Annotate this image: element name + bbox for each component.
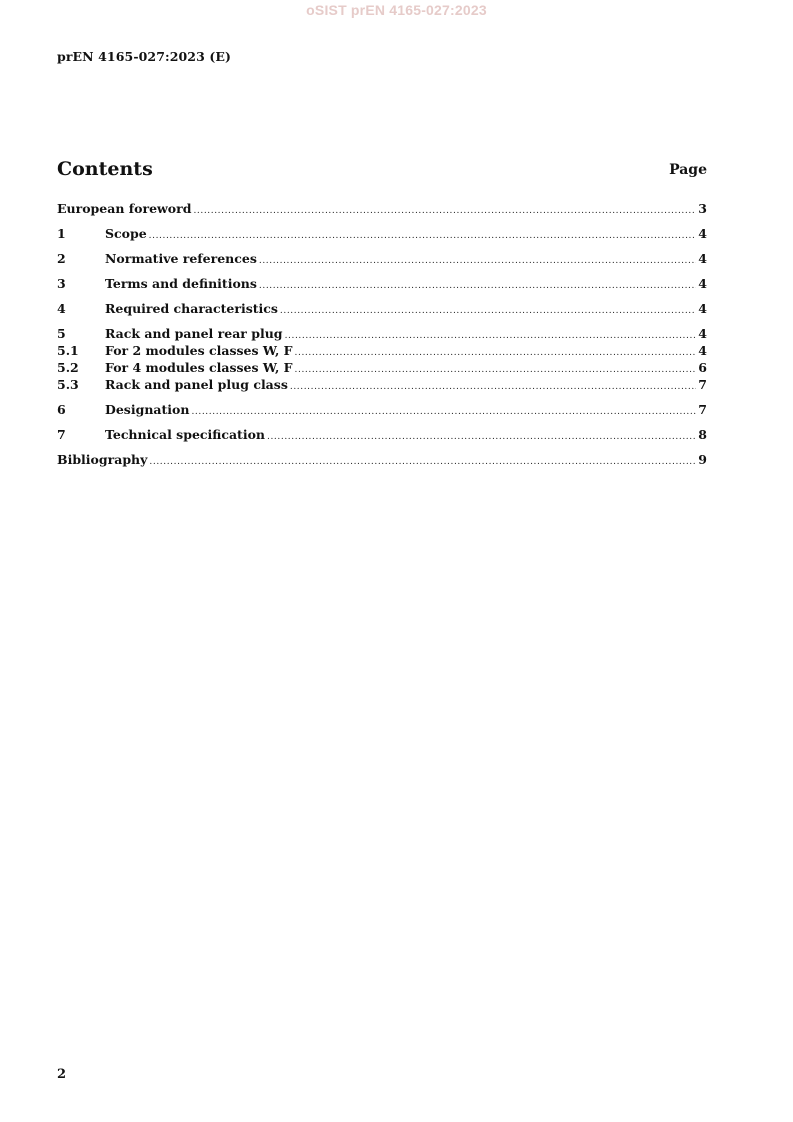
toc-entry-number: 5.1 xyxy=(57,343,79,358)
toc-entry-number: 5.3 xyxy=(57,377,79,392)
toc-entry-title[interactable]: Designation xyxy=(105,402,190,417)
toc-entry-page: 4 xyxy=(698,251,707,266)
toc-entry-terms-and-definitions[interactable] xyxy=(57,275,707,292)
toc-entry-rack-and-panel-rear-plug[interactable] xyxy=(57,325,707,342)
toc-entry-4-modules[interactable] xyxy=(57,359,707,376)
toc-entry-technical-specification[interactable] xyxy=(57,426,707,443)
document-id: prEN 4165-027:2023 (E) xyxy=(57,49,232,64)
toc-entry-title[interactable]: Scope xyxy=(105,226,147,241)
contents-title: Contents xyxy=(57,158,153,180)
toc-entry-title[interactable]: Rack and panel rear plug xyxy=(105,326,283,341)
toc-entry-scope[interactable] xyxy=(57,225,707,242)
toc-entry-title[interactable]: Rack and panel plug class xyxy=(105,377,288,392)
toc-entry-number: 4 xyxy=(57,301,66,316)
toc-leader-dots xyxy=(295,345,697,362)
page-number: 2 xyxy=(57,1067,67,1082)
toc-leader-dots xyxy=(259,278,696,295)
toc-entry-title[interactable]: For 2 modules classes W, F xyxy=(105,343,293,358)
toc-entry-title[interactable]: Terms and definitions xyxy=(105,276,257,291)
toc-leader-dots xyxy=(191,404,696,421)
toc-entry-page: 4 xyxy=(698,276,707,291)
toc-entry-title[interactable]: For 4 modules classes W, F xyxy=(105,360,293,375)
toc-entry-number: 7 xyxy=(57,427,66,442)
toc-leader-dots xyxy=(280,303,696,320)
toc-entry-page: 4 xyxy=(698,301,707,316)
toc-leader-dots xyxy=(267,429,696,446)
toc-leader-dots xyxy=(295,362,697,379)
toc-entry-page: 4 xyxy=(698,326,707,341)
toc-entry-page: 8 xyxy=(698,427,707,442)
toc-entry-title[interactable]: Normative references xyxy=(105,251,257,266)
toc-entry-title[interactable]: Bibliography xyxy=(57,452,148,467)
toc-entry-number: 6 xyxy=(57,402,66,417)
toc-entry-page: 4 xyxy=(698,343,707,358)
toc-entry-title[interactable]: Technical specification xyxy=(105,427,266,442)
toc-entry-page: 3 xyxy=(698,201,707,216)
contents-header xyxy=(57,158,707,184)
toc-entry-number: 5.2 xyxy=(57,360,79,375)
toc-leader-dots xyxy=(193,203,696,220)
toc-entry-2-modules[interactable] xyxy=(57,342,707,359)
toc-entry-title[interactable]: Required characteristics xyxy=(105,301,278,316)
toc-leader-dots xyxy=(285,328,697,345)
toc-entry-rack-and-panel-plug-class[interactable] xyxy=(57,376,707,393)
toc-entry-number: 1 xyxy=(57,226,66,241)
toc-leader-dots xyxy=(149,454,696,471)
toc-entry-number: 3 xyxy=(57,276,66,291)
table-of-contents xyxy=(57,200,707,468)
toc-entry-bibliography[interactable] xyxy=(57,451,707,468)
toc-entry-page: 9 xyxy=(698,452,707,467)
toc-entry-page: 7 xyxy=(698,402,707,417)
toc-entry-required-characteristics[interactable] xyxy=(57,300,707,317)
watermark: oSIST prEN 4165-027:2023 xyxy=(306,2,487,18)
toc-entry-number: 5 xyxy=(57,326,66,341)
toc-entry-number: 2 xyxy=(57,251,66,266)
toc-entry-designation[interactable] xyxy=(57,401,707,418)
toc-entry-page: 6 xyxy=(698,360,707,375)
toc-entry-european-foreword[interactable] xyxy=(57,200,707,217)
toc-leader-dots xyxy=(149,228,697,245)
toc-entry-page: 7 xyxy=(698,377,707,392)
toc-leader-dots xyxy=(259,253,696,270)
toc-leader-dots xyxy=(290,379,696,396)
toc-entry-page: 4 xyxy=(698,226,707,241)
toc-entry-title[interactable]: European foreword xyxy=(57,201,192,216)
page-column-label: Page xyxy=(669,162,707,178)
toc-entry-normative-references[interactable] xyxy=(57,250,707,267)
